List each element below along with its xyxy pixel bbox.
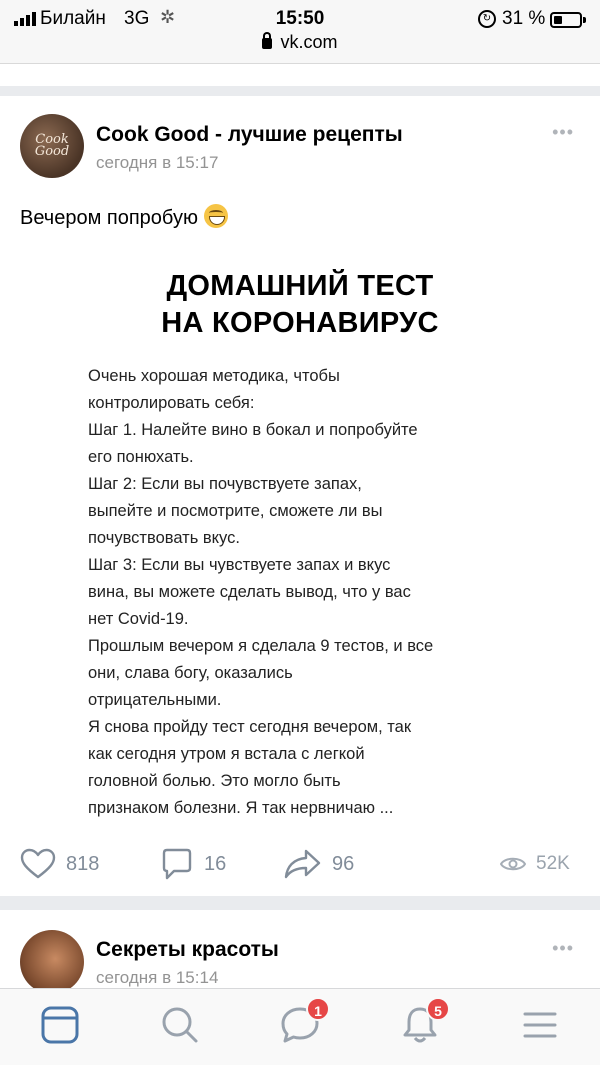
share-button[interactable] bbox=[284, 844, 354, 884]
eye-icon bbox=[500, 855, 526, 873]
comment-count: 16 bbox=[204, 852, 227, 875]
image-body-text bbox=[88, 363, 528, 822]
image-body-line: контролировать себя: bbox=[88, 394, 255, 412]
comment-icon bbox=[160, 847, 194, 881]
hamburger-menu-icon bbox=[518, 1003, 562, 1047]
image-body-line: вина, вы можете сделать вывод, что у вас bbox=[88, 583, 411, 601]
heart-icon bbox=[20, 848, 56, 880]
carrier-label: Билайн bbox=[40, 8, 106, 29]
image-body-line: головной болью. Это могло быть bbox=[88, 772, 341, 790]
image-body-line: почувствовать вкус. bbox=[88, 529, 240, 547]
newsfeed-icon bbox=[38, 1003, 82, 1047]
rotation-lock-icon: ↻ bbox=[478, 10, 496, 28]
post-author[interactable]: Cook Good - лучшие рецепты bbox=[96, 123, 403, 146]
share-count: 96 bbox=[332, 852, 355, 875]
share-icon bbox=[284, 848, 322, 880]
image-body-line: отрицательными. bbox=[88, 691, 222, 709]
comment-button[interactable] bbox=[160, 844, 226, 884]
post-time[interactable]: сегодня в 15:17 bbox=[96, 153, 219, 172]
post-actions bbox=[0, 844, 600, 884]
tab-notifications[interactable] bbox=[398, 1003, 442, 1047]
views-indicator bbox=[500, 844, 570, 884]
next-post-time[interactable]: сегодня в 15:14 bbox=[96, 968, 219, 987]
battery-fill bbox=[554, 16, 562, 24]
image-title-line: ДОМАШНИЙ ТЕСТ bbox=[166, 270, 434, 302]
avatar-logo-text: Cook Good bbox=[34, 132, 70, 159]
post-image[interactable] bbox=[0, 248, 600, 838]
image-title-line: НА КОРОНАВИРУС bbox=[161, 307, 439, 339]
lock-icon bbox=[262, 38, 272, 49]
battery-percent: 31 % bbox=[502, 8, 546, 29]
image-body-line: Шаг 2: Если вы почувствуете запах, bbox=[88, 475, 362, 493]
image-body-line: они, слава богу, оказались bbox=[88, 664, 293, 682]
next-author-avatar[interactable] bbox=[20, 930, 84, 994]
like-count: 818 bbox=[66, 852, 100, 875]
url-text: vk.com bbox=[280, 32, 338, 52]
like-button[interactable] bbox=[20, 844, 99, 884]
image-body-line: Я снова пройду тест сегодня вечером, так bbox=[88, 718, 412, 736]
battery-icon bbox=[550, 12, 582, 28]
image-body-line: его понюхать. bbox=[88, 448, 194, 466]
status-bar bbox=[0, 6, 600, 32]
notifications-badge: 5 bbox=[426, 997, 450, 1021]
image-body-line: выпейте и посмотрите, сможете ли вы bbox=[88, 502, 383, 520]
post-text bbox=[20, 204, 228, 230]
previous-post-card bbox=[0, 64, 600, 86]
image-body-line: Очень хорошая методика, чтобы bbox=[88, 367, 340, 385]
more-options-icon[interactable]: ••• bbox=[552, 122, 574, 142]
views-count: 52K bbox=[536, 853, 570, 874]
author-avatar[interactable] bbox=[20, 114, 84, 178]
image-body-line: Шаг 1. Налейте вино в бокал и попробуйте bbox=[88, 421, 418, 439]
messages-badge: 1 bbox=[306, 997, 330, 1021]
image-body-line: нет Covid-19. bbox=[88, 610, 189, 628]
tab-news[interactable] bbox=[38, 1003, 82, 1047]
image-title bbox=[0, 268, 600, 342]
post-card bbox=[0, 96, 600, 896]
image-body-line: Прошлым вечером я сделала 9 тестов, и все bbox=[88, 637, 434, 655]
top-bar bbox=[0, 0, 600, 64]
image-body-line: Шаг 3: Если вы чувствуете запах и вкус bbox=[88, 556, 391, 574]
more-options-icon[interactable]: ••• bbox=[552, 938, 574, 958]
image-body-line: признаком болезни. Я так нервничаю ... bbox=[88, 799, 394, 817]
image-body-line: как сегодня утром я встала с легкой bbox=[88, 745, 365, 763]
tab-messages[interactable] bbox=[278, 1003, 322, 1047]
post-text-content: Вечером попробую bbox=[20, 207, 198, 229]
search-icon bbox=[158, 1003, 202, 1047]
grinning-emoji-icon bbox=[204, 204, 228, 228]
next-post-author[interactable]: Секреты красоты bbox=[96, 938, 279, 961]
bottom-tab-bar bbox=[0, 988, 600, 1065]
network-type: 3G bbox=[124, 8, 150, 29]
tab-search[interactable] bbox=[158, 1003, 202, 1047]
status-time: 15:50 bbox=[275, 8, 325, 29]
address-bar[interactable] bbox=[0, 32, 600, 53]
tab-menu[interactable] bbox=[518, 1003, 562, 1047]
activity-icon: ✲ bbox=[160, 7, 176, 27]
